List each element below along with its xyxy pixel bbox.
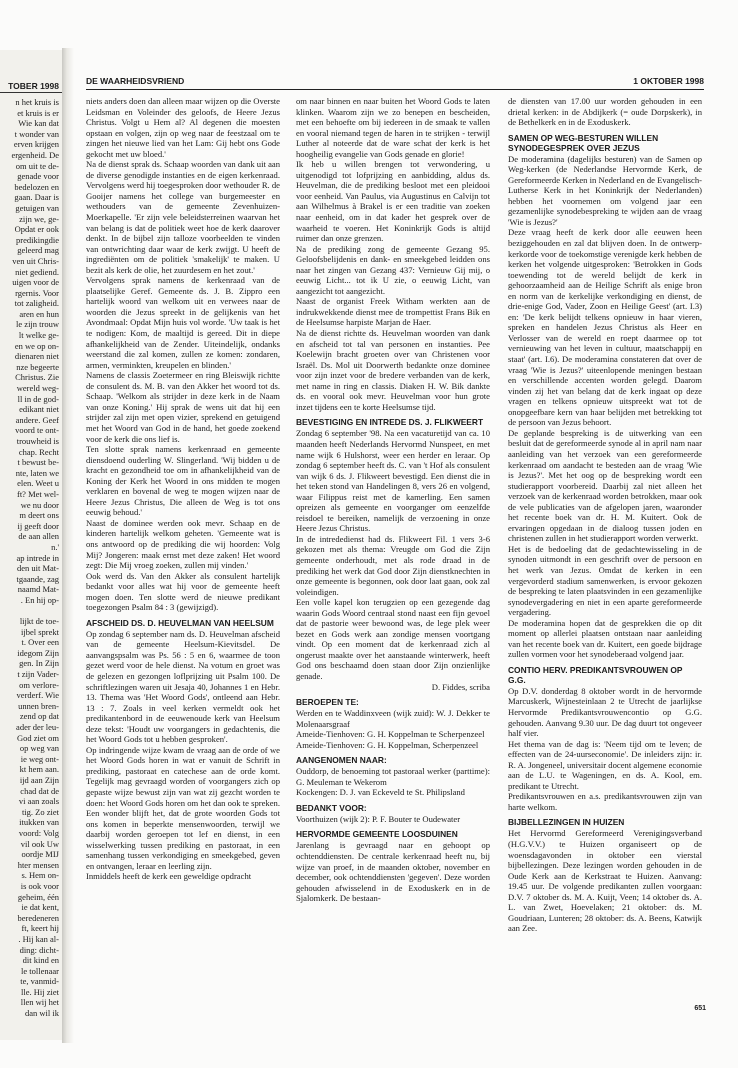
previous-page-line: dienaren niet (14, 351, 59, 362)
previous-page-edge (0, 50, 62, 1040)
paragraph: In de intrededienst had ds. Flikweert Fil. 1 vers 3-6 gekozen met als thema: Vreugde om God die Zijn gemeente onderhoudt, met als rode draad in de prediking het werk dat God door Zijn dienstknechten in onze gemeente is begonnen, ook door laat gaan, ook zal voleindigen. (296, 533, 490, 597)
previous-page-line: zijn we, ge- (19, 213, 59, 224)
paragraph: Een volle kapel kon terugzien op een gezegende dag waarin Gods Woord centraal stond naast een fijn gevoel dat de pastorie weer bewoond was, de lege plek weer bezet en Gods werk aan zondige mensen voortgang vindt. Op een moment dat de kerkenraad zich al ongerust maakte over het aanstaande winterwerk, heeft God ons beschaamd doen staan door Zijn onzienlijke genade. (296, 597, 490, 681)
previous-page-line: uigen voor de (12, 277, 59, 288)
previous-page-line: Wie kan dat (18, 118, 59, 129)
previous-page-line: itukken van (19, 817, 59, 828)
paragraph: Zondag 6 september '98. Na een vacaturetijd van ca. 10 maanden heeft Nederlands Hervormd Nunspeet, en met name wijk 6 Hulshorst, weer een herder en leraar. Op zondag 6 september heeft ds. C. van 't Hof als consulent van wijk 6 ds. J. Flikweert bevestigd. Een dienst die in het teken stond van Handelingen 8, vers 26 en volgend, waar Filippus reist met de kamerling. Een samen opreizen als gemeente en voorganger om eenzelfde reisdoel te bereiken, namelijk de verzoening in onze Heere Jezus Christus. (296, 428, 490, 534)
previous-page-line: God ziet om (16, 732, 59, 743)
previous-page-line: ven uit Chris- (12, 255, 59, 266)
previous-page-line: hter mensen (17, 859, 59, 870)
section-heading: HERVORMDE GEMEENTE LOOSDUINEN (296, 829, 458, 840)
section-heading: AFSCHEID DS. D. HEUVELMAN VAN HEELSUM (86, 617, 274, 628)
paragraph: Het thema van de dag is: 'Neem tijd om te leven; de effecten van de 24-uurseconomie'. De inleiders zijn: ir. R. A. Jongeneel, universitair docent algemene economie aan de L.U. te Wageningen, en ds. A. Kool, em. predikant te Utrecht. (508, 738, 702, 791)
previous-page-line: tot zaligheid. (14, 298, 59, 309)
previous-page-line: predikingdie (16, 234, 59, 245)
previous-page-line: . Hij kan al- (18, 933, 59, 944)
previous-page-line: gaan. Daar is (14, 192, 59, 203)
paragraph: Op zondag 6 september nam ds. D. Heuvelman afscheid van de gemeente Heelsum-Kievitsdel. De aanvangspsalm was Ps. 56 : 5 en 6, waarmee de toon gezet werd voor de hele dienst. Na votum en groet was de gelezen en gezongen loflprijzing uit Psalm 100. De schriftlezingen waren uit Jesaja 40, Johannes 1 en Hebr. 13. Thema was 'Het Woord Gods', ontleend aan Hebr. 13 : 7. Zoals in veel kerken vermeldt ook het predikantenbord in de eeuwenoude kerk van Heelsum deze tekst: 'Houdt uw voorgangers in gedachtenis, die het Woord Gods tot u hebben gesproken'. (86, 628, 280, 745)
paragraph: Voorthuizen (wijk 2): P. F. Bouter te Oudewater (296, 813, 461, 824)
signature: D. Fiddes, scriba (431, 681, 490, 692)
previous-page-line: ll in de god- (17, 393, 59, 404)
previous-page-line: wereld weg- (16, 383, 59, 394)
previous-page-line: n.' (51, 541, 59, 552)
previous-page-line: andere. Geef (15, 414, 59, 425)
previous-page-line: voord: Volg (18, 827, 59, 838)
previous-page-line: ft? Met wel- (16, 488, 59, 499)
previous-page-line: le zijn trouw (16, 319, 59, 330)
previous-page-line: t bewust be- (17, 457, 59, 468)
previous-page-line: bedelozen en (14, 181, 59, 192)
previous-page-line: lt welke ge- (18, 330, 59, 341)
paragraph: De moderamina hopen dat de gesprekken die op dit moment op allerlei plaatsen ontstaan naar aanleiding van het recente boek van dr. Kuitert, een goede bijdrage zullen vormen voor het synodeberaad volgend jaar. (508, 617, 702, 660)
previous-page-line: m deert ons (19, 510, 59, 521)
previous-page-line: trouwheid is (16, 436, 59, 446)
previous-page-line: den uit Mat- (16, 563, 59, 574)
previous-page-line: ergenheid. De (11, 149, 59, 160)
previous-page-line: ap intrede in (16, 552, 59, 563)
paragraph: Ten slotte sprak namens kerkenraad en gemeente diensdoend ouderling W. Slingerland. 'Wij bidden u de kracht en gezondheid toe om in afhankelijkheid van de Koning der Kerk het Woord in ons midden te mogen verklaren en bovenal de weg te mogen wijzen naar de Heere Jezus Christus, Die alleen de Weg is tot ons eeuwig behoud.' (86, 444, 280, 518)
previous-page-line: zend op dat (19, 711, 59, 722)
previous-page-line: op weg van (19, 743, 59, 754)
previous-page-line: genade voor (17, 171, 59, 182)
previous-page-line: getuigen van (15, 202, 59, 213)
paragraph: Vervolgens sprak namens de kerkenraad van de plaatselijke Geref. Gemeente ds. J. B. Zippro een hartelijk woord van welkom uit en verwees naar de woorden die Jezus spreekt in de gelijkenis van het Avondmaal: Opdat Mijn huis vol worde. 'Uw taak is het te nodigen: Kom, de maaltijd is gereed. Dit in diepe afhankelijkheid van de Zender. Uiteindelijk, ondanks weerstand die zal komen, zullen ze komen: zondaren, armen, verminkten, kreupelen en blinden.' (86, 275, 280, 370)
magazine-page (74, 62, 722, 1042)
paragraph: Ook werd ds. Van den Akker als consulent hartelijk bedankt voor alles wat hij voor de gemeente heeft mogen doen. Ten slotte werd de nieuwe predikant toegezongen Psalm 84 : 3 (gewijzigd). (86, 570, 280, 613)
section-heading: SAMEN OP WEG-BESTUREN WILLEN SYNODEGESPREK OVER JEZUS (508, 132, 659, 153)
previous-page-line: vil ook Uw (20, 838, 59, 849)
paragraph: Predikantsvrouwen en a.s. predikantsvrouwen zijn van harte welkom. (508, 791, 702, 812)
paragraph: Na de dienst richtte ds. Heuvelman woorden van dank en afscheid tot tal van personen en instanties. Pee Koelewijn bracht groeten over van Christenen voor Israël. Ds. Mol uit Doorwerth bedankte onze dominee voor zijn inzet voor de bredere verbanden van de kerk, met name in ring en classis. Diaken H. W. Bik dankte ds. en vooral ook mevr. Heuvelman voor hun grote inzet tijdens een te korte Heelsumse tijd. (296, 328, 490, 412)
paragraph: De moderamina (dagelijks besturen) van de Samen op Weg-kerken (de Nederlandse Hervormde Kerk, de Gereformeerde Kerken in Nederland en de Evangelisch-Lutherse Kerk in het Koninkrijk der Nederlanden) hebben het voornemen om volgend jaar een gezamenlijke synodebespreking te wijden aan de vraag 'Wie is Jezus?' (508, 153, 702, 227)
previous-page-line: oordje MIJ (21, 849, 59, 860)
previous-page-line: t zijn Vader- (17, 669, 59, 680)
previous-page-header-date: TOBER 1998 (8, 81, 59, 91)
previous-page-line: om uit te de- (15, 160, 59, 171)
previous-page-line: t. Over een (21, 637, 59, 648)
magazine-title: DE WAARHEIDSVRIEND (86, 76, 185, 86)
previous-page-line: ader der leu- (16, 722, 59, 733)
previous-page-line: edikant niet (19, 404, 59, 415)
paragraph: Kockengen: D. J. van Eckeveld te St. Philipsland (296, 787, 465, 798)
paragraph: Deze vraag heeft de kerk door alle eeuwen heen beziggehouden en zal dat blijven doen. In de ontwerp-kerkorde voor de toekomstige verenigde kerk hebben de kerken het volgende uitgesproken: 'Betrokken in Gods toewending tot de wereld belijdt de kerk in gehoorzaamheid aan de Heilige Schrift als enige bron en norm van de kerkelijke verkondiging en dienst, de drie-enige God, Vader, Zoon en Heilige Geest' (art. I.3) en: 'De kerk belijdt telkens opnieuw in haar vieren, spreken en handelen Jezus Christus als Heer en Verlosser van de wereld en roept daarmee op tot vernieuwing van het leven in cultuur, maatschappij en staat' (art. I.6). De moderamina constateren dat over de vraag 'Wie is Jezus?' uiteenlopende meningen bestaan en verschillende accenten worden gelegd. Daarom vinden zij het van belang dat de kerk ingaat op deze vragen en telkens opnieuw uitspreekt wat tot de onopgeefbare kern van haar belijden met betrekking tot de persoon van Jezus behoort. (508, 227, 702, 428)
previous-page-line: . En hij op- (20, 594, 59, 605)
previous-page-line: nze begeerte (16, 361, 59, 372)
paragraph: De geplande bespreking is de uitwerking van een besluit dat de gereformeerde synode al in april nam naar aanleiding van het verzoek van een gereformeerde kerkenraad om aandacht te besteden aan de vraag 'Wie is Jezus?'. Met het oog op de bespreking wordt een studierapport voorbereid. Daarbij zal niet alleen het verzoek van de kerkenraad worden betrokken, maar ook de vele publicaties van de afgelopen jaren, waaronder het recente boek van dr. H. M. Kuitert. Ook de ervaringen opgedaan in de dialoog tussen joden en christenen zullen in het studierapport worden verwerkt. (508, 427, 702, 544)
page-number: 651 (694, 1005, 706, 1012)
paragraph: Namens de classis Zoetermeer en ring Bleiswijk richtte de consulent ds. M. B. van den Akker het woord tot ds. Schaap. 'Welkom als strijder in deze kerk in de Naam van onze Koning.' Hij sprak de wens uit dat hij een strijder zal zijn met open vizier, sprekend en getuigend met het Woord van God in de hand, het goede zoekend voor de kerk die ons lief is. (86, 370, 280, 444)
section-heading: CONTIO HERV. PREDIKANTSVROUWEN OP G.G. (508, 664, 683, 685)
previous-page-line: n het kruis is (15, 97, 59, 107)
issue-date: 1 OKTOBER 1998 (633, 76, 704, 86)
section-heading: BEDANKT VOOR: (296, 802, 367, 813)
previous-page-line: Christus. Zie (15, 372, 59, 383)
previous-page-line: et kruis is er (17, 107, 59, 118)
paragraph: Het is de bedoeling dat de gedachtewisseling in de synoden uitmondt in een geschrift over de persoon en het werk van Jezus. Omdat de kerken in een vergevorderd stadium samenwerken, is ervoor gekozen de bespreking te laten plaatsvinden in een gezamenlijke synodevergadering en niet in een aparte gereformeerde vergadering. (508, 543, 702, 618)
previous-page-line: vi aan zoals (18, 796, 59, 807)
paragraph: Inmiddels heeft de kerk een geweldige opdracht (86, 871, 252, 882)
previous-page-line (0, 606, 59, 617)
previous-page-line: ft, keert hij (21, 923, 59, 934)
previous-page-line: kt hem aan. (19, 764, 59, 775)
previous-page-line: chap. Recht (18, 446, 59, 457)
previous-page-line: le tollenaar (21, 965, 59, 976)
previous-page-line: lle. Hij ziet (20, 986, 59, 997)
paragraph: Ik heb u willen brengen tot verwondering, u uitgenodigd tot lofprijzing en aanbidding, aldus ds. Heuvelman, die de prediking besloot met een pleidooi voor eenheid. Van Paulus, via Augustinus en Calvijn tot aan Wilhelmus à Brakel is er een traditie van zoeken naar eenheid, om in dat kader het gesprek over de waarheid te voeren. Het Koninkrijk Gods is altijd ruimer dan onze grenzen. (296, 159, 490, 244)
paragraph: niets anders doen dan alleen maar wijzen op die Overste Leidsman en Voleinder des geloofs, de Heere Jezus Christus. Volgt u Hem al? Al degenen die moesten opstaan en volgen, zijn op weg naar de feestzaal om te zingen het nieuwe lied van het Lam: Gij hebt ons Gode gekocht met uw bloed.' (86, 96, 280, 159)
previous-page-line: dit kind en (22, 955, 59, 966)
running-header (86, 74, 704, 90)
section-heading: AANGENOMEN NAAR: (296, 755, 387, 766)
section-heading: BEVESTIGING EN INTREDE DS. J. FLIKWEERT (296, 417, 484, 428)
paragraph: Werden en te Waddinxveen (wijk zuid): W. J. Dekker te Molenaarsgraaf (296, 708, 490, 729)
paragraph: de diensten van 17.00 uur worden gehouden in een drietal kerken: in de Abdijkerk (= oude Dorpskerk), in de Bethelkerk en in de Exoduskerk. (508, 96, 702, 128)
section-heading: BEROEPEN TE: (296, 697, 359, 708)
previous-page-line: llen wij het (20, 997, 59, 1008)
previous-page-line: verderf. Wie (16, 690, 59, 701)
previous-page-line: Opdat er ook (14, 224, 59, 235)
previous-page-text-column (0, 97, 59, 1019)
previous-page-line: erven krijgen (13, 139, 59, 150)
previous-page-line: te, vanmid- (20, 976, 59, 987)
paragraph: Op D.V. donderdag 8 oktober wordt in de hervormde Marcuskerk, Wijnesteinlaan 2 te Utrecht de jaarlijkse Hervormde Predikantsvrouwencontio op G.G. gehouden. Aanvang 9.30 uur. De dag duurt tot ongeveer half vier. (508, 685, 702, 739)
previous-page-line: unnen bren- (18, 700, 59, 711)
previous-page-line: tig. Zo ziet (21, 806, 59, 817)
previous-page-line: is ook voor (20, 880, 59, 891)
column-2 (296, 96, 490, 904)
paragraph: Op indringende wijze kwam de vraag aan de orde of we het Woord Gods horen in wat er vanuit de Schrift in prediking, pastoraat en catechese aan de orde komt. Tegelijk mag gevraagd worden of voorgangers zich op gepaste wijze bewust zijn van wat zij gezcht worden te doen: het Woord Gods horen om het dan ook te spreken. Een wonder blijft het, dat de grote woorden Gods tot ons komen in beperkte mensenwoorden, terwijl we daarbij worden geroepen tot lef en dienst, in een wisselwerking tussen prediking en pastoraat, in een samenhang tussen verkondiging en smeekgebed, geven en ontvangen, leraar en leerling zijn. (86, 744, 280, 871)
previous-page-line: ding: dicht- (19, 944, 59, 955)
paragraph: Naast de dominee werden ook mevr. Schaap en de kinderen hartelijk welkom geheten. 'Gemeente wat is ons antwoord op de prediking die wij hoorden: Volg Mij? Jongeren: maak ernst met deze zaken! Het woord zegt: Die Mij vroeg zoeken, zullen mij vinden.' (86, 517, 280, 571)
previous-page-line: gen. In Zijn (19, 658, 59, 669)
previous-page-line: ij geeft door (17, 520, 59, 531)
column-1 (86, 96, 280, 882)
paragraph: Ouddorp, de benoeming tot pastoraal werker (parttime): G. Meuleman te Wekerom (296, 766, 490, 787)
paragraph: om naar binnen en naar buiten het Woord Gods te laten klinken. Waarom zijn we zo benepen en bescheiden, met een behoefte om bij iedereen in de smaak te vallen en vooral niemand tegen de haren in te strijken - terwijl Luther al noteerde dat de ware schat der kerk is het hoogheilig evangelie van Gods genade en glorie! (296, 96, 490, 159)
paragraph: Ameide-Tienhoven: G. H. Koppelman te Scherpenzeel (296, 729, 485, 740)
previous-page-line: om verlore- (19, 679, 59, 690)
previous-page-line: ie dat kent, (21, 902, 59, 913)
previous-page-line: ijd aan Zijn (19, 775, 59, 785)
section-heading: BIJBELLEZINGEN IN HUIZEN (508, 817, 625, 828)
column-3 (508, 96, 702, 934)
paragraph: Jarenlang is gevraagd naar en gehoopt op ochtenddiensten. De centrale kerkenraad heeft nu, bij wijze van proef, in de maanden oktober, november en december, ook ochtenddiensten 'gegeven'. Deze worden gehouden afwisselend in de Exoduskerk en in de Sjalomkerk. De bestaan- (296, 840, 490, 904)
previous-page-line: nte, laten we (15, 467, 59, 478)
previous-page-line: lijkt de toe- (19, 616, 59, 627)
book-gutter (62, 48, 74, 1043)
previous-page-line: aren en hun (19, 308, 59, 319)
previous-page-line: tgaande, zag (16, 573, 59, 584)
paragraph: Na de dienst sprak ds. Schaap woorden van dank uit aan de diverse genodigde instanties en de eigen kerkenraad. Vervolgens werd hij toegesproken door wethouder R. de Gooijer namens het college van burgemeester en wethouders van de gemeente Zevenhuizen-Moerkapelle. 'Er zijn vele beleidsterreinen waarvan het van belang is dat de politiek weet hoe de kerk daarover denkt. In de bijbel zijn talloze voorbeelden te vinden van ontwrichting daar waar de kerk zwijgt. U heeft de ingrediënten om de politiek 'smakelijk' te maken. U bezit als kerk de olie, het zuurdesem en het zout.' (86, 159, 280, 275)
previous-page-line: geheim, één (17, 891, 59, 902)
previous-page-line: t wonder van (14, 128, 59, 139)
paragraph: Ameide-Tienhoven: G. H. Koppelman, Scherpenzeel (296, 739, 479, 750)
previous-page-line: idegom Zijn (17, 647, 59, 658)
previous-page-header-rule (0, 92, 62, 93)
previous-page-line: voord te ont- (15, 425, 59, 436)
previous-page-line: geleerd mag (17, 245, 59, 256)
previous-page-line: chad dat de (20, 785, 59, 796)
previous-page-line: dan wil ik (25, 1008, 59, 1019)
previous-page-line: beredeneren (17, 912, 59, 923)
previous-page-line: de aan allen (18, 531, 59, 542)
previous-page-line: ijbel sprekt (20, 626, 59, 637)
previous-page-line: rgernis. Voor (15, 287, 59, 298)
paragraph: Naast de organist Freek Witham werkten aan de indrukwekkende dienst mee de trompettist Frans Bik en de Heelsumse harpiste Marjan de Haer. (296, 296, 490, 328)
previous-page-line: elen. Weet u (17, 478, 59, 489)
previous-page-line: s. Hem on- (21, 870, 59, 881)
paragraph: Het Hervormd Gereformeerd Verenigingsverband (H.G.V.V.) te Huizen organiseert op de woensdagavonden in oktober een vierstal bijbellezingen. Deze lezingen worden gehouden in de Oude Kerk aan de Kerkstraat te Huizen. Aanvang: 19.45 uur. De volgende predikanten zullen voorgaan: D.V. 7 oktober ds. M. A. Kuijt, Veen; 14 oktober ds. A. L. van Zwet, Hoevelaken; 21 oktober: ds. M. Goudriaan, Lunteren; 28 oktober: ds. A. Beens, Katwijk aan Zee. (508, 828, 702, 934)
header-rule (86, 89, 704, 90)
previous-page-line: naamd Mat- (17, 584, 59, 595)
previous-page-line: niet gediend. (15, 266, 59, 277)
paragraph: Na de prediking zong de gemeente Gezang 95. Geloofsbelijdenis en dank- en smeekgebed leidden ons naar het zingen van Gezang 437: Vernieuw Gij mij, o eeuwig Licht... tot ik U zie, o eeuwig Licht, van aangezicht tot aangezicht. (296, 243, 490, 296)
previous-page-line: we nu door (20, 499, 59, 510)
previous-page-line: ie weg ont- (20, 753, 59, 764)
previous-page-line: en we op on- (14, 340, 59, 351)
